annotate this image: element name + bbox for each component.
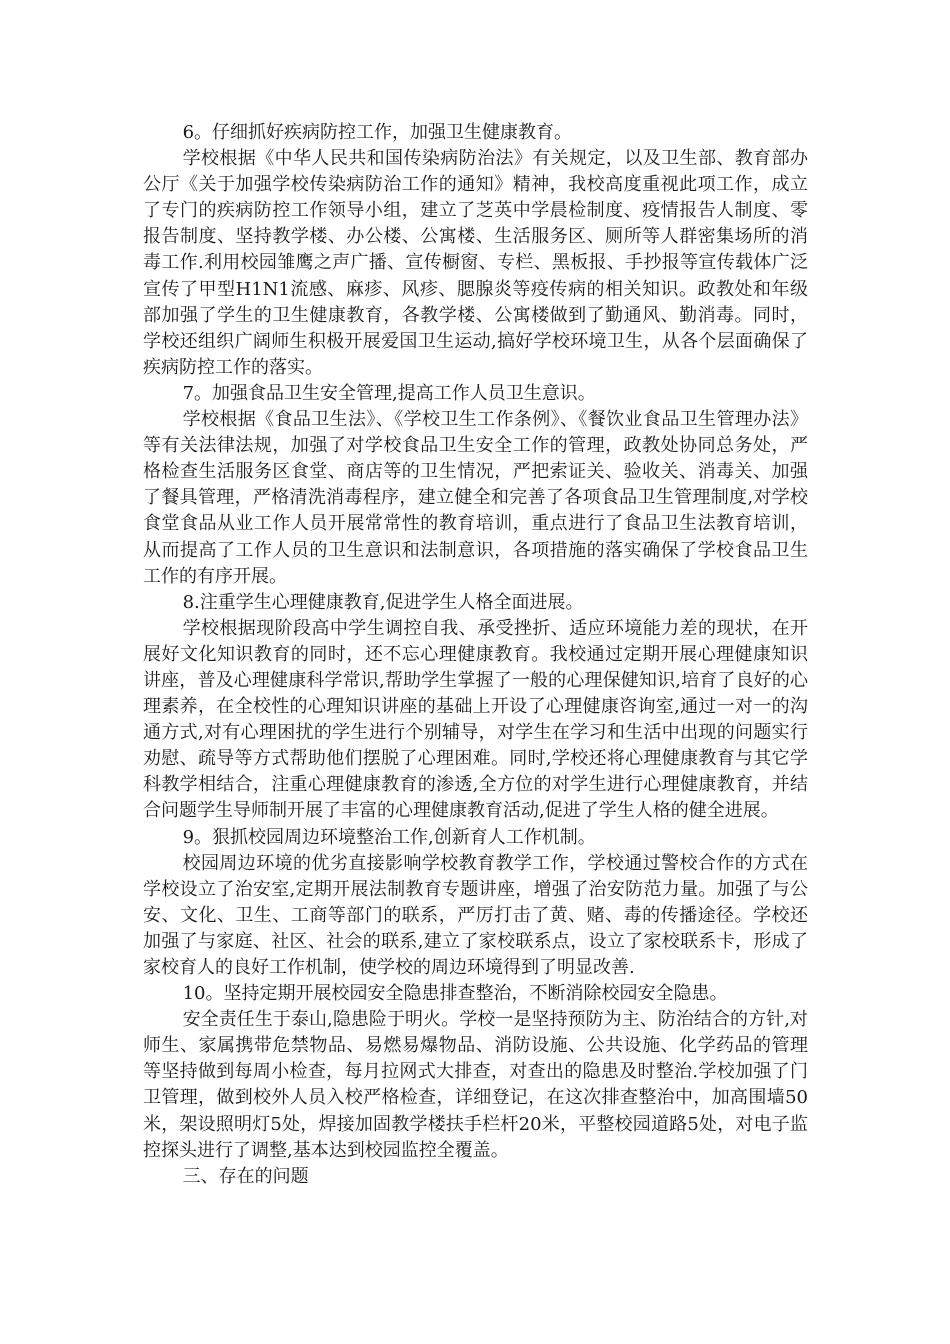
section-10-heading: 10。坚持定期开展校园安全隐患排查整治，不断消除校园安全隐患。 [182,983,728,1005]
section-6-body: 学校根据《中华人民共和国传染病防治法》有关规定，以及卫生部、教育部办公厅《关于加强学校传染病防治工作的通知》精神，我校高度重视此项工作，成立了专门的疾病防控工作领导小组，建立了芝英中学晨检制度、疫情报告人制度、零报告制度、坚持教学楼、办公楼、公寓楼、生活服务区、厕所等人群密集场所的消毒工作.利用校园雏鹰之声广播、宣传橱窗、专栏、黑板报、手抄报等宣传载体广泛宣传了甲型H1N1流感、麻疹、风疹、腮腺炎等疫传病的相关知识。政教处和年级部加强了学生的卫生健康教育，各教学楼、公寓楼做到了勤通风、勤消毒。同时，学校还组织广阔师生积极开展爱国卫生运动,搞好学校环境卫生，从各个层面确保了疾病防控工作的落实。 [143,148,808,378]
section-9-body: 校园周边环境的优劣直接影响学校教育教学工作，学校通过警校合作的方式在学校设立了治安室,定期开展法制教育专题讲座，增强了治安防范力量。加强了与公安、文化、卫生、工商等部门的联系，严厉打击了黄、赌、毒的传播途径。学校还加强了与家庭、社区、社会的联系,建立了家校联系点，设立了家校联系卡，形成了家校育人的良好工作机制，使学校的周边环境得到了明显改善. [143,852,808,978]
section-9-heading: 9。狠抓校园周边环境整治工作,创新育人工作机制。 [182,826,596,848]
section-8-heading: 8.注重学生心理健康教育,促进学生人格全面进展。 [182,591,584,613]
section-8-body: 学校根据现阶段高中学生调控自我、承受挫折、适应环境能力差的现状，在开展好文化知识教育的同时，还不忘心理健康教育。我校通过定期开展心理健康知识讲座，普及心理健康科学常识,帮助学生掌握了一般的心理保健知识,培育了良好的心理素养，在全校性的心理知识讲座的基础上开设了心理健康咨询室,通过一对一的沟通方式,对有心理困扰的学生进行个别辅导，对学生在学习和生活中出现的问题实行劝慰、疏导等方式帮助他们摆脱了心理困难。同时,学校还将心理健康教育与其它学科教学相结合，注重心理健康教育的渗透,全方位的对学生进行心理健康教育，并结合问题学生导师制开展了丰富的心理健康教育活动,促进了学生人格的健全进展。 [143,617,808,822]
section-7-heading: 7。加强食品卫生安全管理,提高工作人员卫生意识。 [182,382,596,404]
problems-heading: 三、存在的问题 [182,1165,309,1187]
section-6-heading: 6。仔细抓好疾病防控工作，加强卫生健康教育。 [182,122,573,143]
section-7-body: 学校根据《食品卫生法》、《学校卫生工作条例》、《餐饮业食品卫生管理办法》等有关法律法规，加强了对学校食品卫生安全工作的管理，政教处协同总务处，严格检查生活服务区食堂、商店等的卫生情况，严把索证关、验收关、消毒关、加强了餐具管理，严格清洗消毒程序，建立健全和完善了各项食品卫生管理制度,对学校食堂食品从业工作人员开展常常性的教育培训，重点进行了食品卫生法教育培训，从而提高了工作人员的卫生意识和法制意识，各项措施的落实确保了学校食品卫生工作的有序开展。 [143,409,808,587]
document-page [143,120,808,1190]
section-10-body: 安全责任生于泰山,隐患险于明火。学校一是坚持预防为主、防治结合的方针,对师生、家属携带危禁物品、易燃易爆物品、消防设施、公共设施、化学药品的管理等坚持做到每周小检查，每月拉网式大排查，对查出的隐患及时整治.学校加强了门卫管理，做到校外人员入校严格检查，详细登记，在这次排查整治中，加高围墙50米，架设照明灯5处，焊接加固教学楼扶手栏杆20米，平整校园道路5处，对电子监控探头进行了调整,基本达到校园监控全覆盖。 [143,1009,808,1161]
